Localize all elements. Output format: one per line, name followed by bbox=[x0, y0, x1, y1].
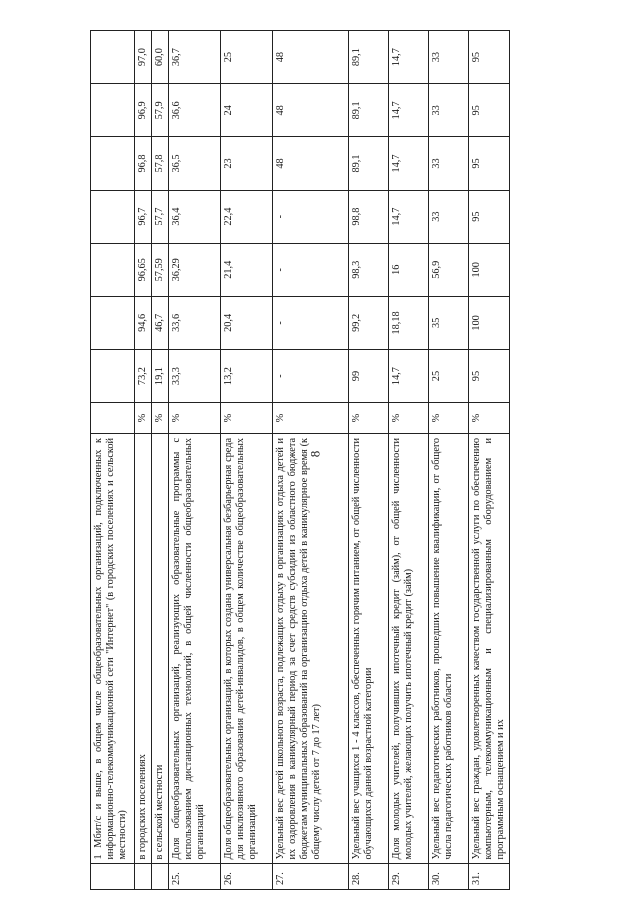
value-cell: 23 bbox=[221, 137, 273, 190]
unit-cell: % bbox=[273, 403, 349, 434]
indicators-table bbox=[90, 30, 510, 890]
unit-cell: % bbox=[221, 403, 273, 434]
value-cell: 96,8 bbox=[135, 137, 152, 190]
value-cell: 94,6 bbox=[135, 296, 152, 349]
unit-cell: % bbox=[152, 403, 169, 434]
value-cell: 33,6 bbox=[169, 296, 221, 349]
indicator-label-cell: 1 Мбит/с и выше, в общем числе общеобразовательных организаций, подключенных к информационно-телекоммуникационной сети "Интернет" (в городских поселениях и сельской местности) bbox=[91, 433, 135, 864]
value-cell: 95 bbox=[469, 190, 510, 243]
value-cell: 89,1 bbox=[349, 31, 389, 84]
value-cell: 33,3 bbox=[169, 349, 221, 402]
table-row bbox=[152, 31, 169, 890]
value-cell: 14,7 bbox=[389, 84, 429, 137]
value-cell bbox=[91, 31, 135, 84]
value-cell: 14,7 bbox=[389, 31, 429, 84]
value-cell: 14,7 bbox=[389, 137, 429, 190]
value-cell: 57,7 bbox=[152, 190, 169, 243]
page-number: 8 bbox=[307, 450, 323, 458]
value-cell: 95 bbox=[469, 137, 510, 190]
value-cell: 97,0 bbox=[135, 31, 152, 84]
unit-cell: % bbox=[135, 403, 152, 434]
indicator-label-cell: в сельской местности bbox=[152, 433, 169, 864]
table-row bbox=[349, 31, 389, 890]
indicator-label-cell: Доля общеобразовательных организаций, реализующих образовательные программы с использованием дистанционных технологий, в общей численности общеобразовательных организаций bbox=[169, 433, 221, 864]
table-row bbox=[389, 31, 429, 890]
row-number-cell bbox=[152, 864, 169, 890]
table-row bbox=[469, 31, 510, 890]
value-cell: 100 bbox=[469, 296, 510, 349]
value-cell: 16 bbox=[389, 243, 429, 296]
indicator-label-cell: Удельный вес учащихся 1 - 4 классов, обеспеченных горячим питанием, от общей численности обучающихся данной возрастной категории bbox=[349, 433, 389, 864]
value-cell: 36,6 bbox=[169, 84, 221, 137]
row-number-cell: 31. bbox=[469, 864, 510, 890]
value-cell: 98,3 bbox=[349, 243, 389, 296]
value-cell: 20,4 bbox=[221, 296, 273, 349]
indicator-label-cell: Доля общеобразовательных организаций, в которых создана универсальная безбарьерная среда для инклюзивного образования детей-инвалидов, в общем количестве общеобразовательных организаций bbox=[221, 433, 273, 864]
value-cell: 33 bbox=[429, 190, 469, 243]
value-cell: 57,8 bbox=[152, 137, 169, 190]
unit-cell: % bbox=[429, 403, 469, 434]
value-cell: 100 bbox=[469, 243, 510, 296]
value-cell: 36,29 bbox=[169, 243, 221, 296]
row-number-cell: 25. bbox=[169, 864, 221, 890]
value-cell: 57,9 bbox=[152, 84, 169, 137]
value-cell: 73,2 bbox=[135, 349, 152, 402]
row-number-cell: 29. bbox=[389, 864, 429, 890]
value-cell: 99,2 bbox=[349, 296, 389, 349]
value-cell: 35 bbox=[429, 296, 469, 349]
document-sheet bbox=[90, 30, 630, 890]
value-cell: 48 bbox=[273, 137, 349, 190]
value-cell: 21,4 bbox=[221, 243, 273, 296]
row-number-cell bbox=[135, 864, 152, 890]
row-number-cell: 30. bbox=[429, 864, 469, 890]
unit-cell: % bbox=[389, 403, 429, 434]
value-cell: 25 bbox=[221, 31, 273, 84]
value-cell: - bbox=[273, 349, 349, 402]
value-cell: 96,65 bbox=[135, 243, 152, 296]
value-cell bbox=[91, 137, 135, 190]
value-cell: 13,2 bbox=[221, 349, 273, 402]
value-cell: 96,7 bbox=[135, 190, 152, 243]
value-cell: 56,9 bbox=[429, 243, 469, 296]
value-cell: 14,7 bbox=[389, 190, 429, 243]
value-cell: 36,7 bbox=[169, 31, 221, 84]
row-number-cell: 27. bbox=[273, 864, 349, 890]
value-cell: 22,4 bbox=[221, 190, 273, 243]
value-cell: 57,59 bbox=[152, 243, 169, 296]
indicator-label-cell: Удельный вес педагогических работников, прошедших повышение квалификации, от общего числа педагогических работников области bbox=[429, 433, 469, 864]
table-row bbox=[91, 31, 135, 890]
value-cell bbox=[91, 349, 135, 402]
unit-cell: % bbox=[349, 403, 389, 434]
value-cell: 24 bbox=[221, 84, 273, 137]
value-cell: 89,1 bbox=[349, 137, 389, 190]
value-cell: 89,1 bbox=[349, 84, 389, 137]
value-cell: 95 bbox=[469, 349, 510, 402]
value-cell: - bbox=[273, 190, 349, 243]
value-cell: 33 bbox=[429, 31, 469, 84]
table-row bbox=[135, 31, 152, 890]
value-cell: 33 bbox=[429, 137, 469, 190]
value-cell: 48 bbox=[273, 31, 349, 84]
table-row bbox=[429, 31, 469, 890]
table-row bbox=[273, 31, 349, 890]
row-number-cell: 26. bbox=[221, 864, 273, 890]
value-cell: 48 bbox=[273, 84, 349, 137]
value-cell: - bbox=[273, 296, 349, 349]
value-cell: 98,8 bbox=[349, 190, 389, 243]
indicator-label-cell: в городских поселениях bbox=[135, 433, 152, 864]
value-cell: 36,4 bbox=[169, 190, 221, 243]
table-row bbox=[221, 31, 273, 890]
row-number-cell: 28. bbox=[349, 864, 389, 890]
value-cell: 36,5 bbox=[169, 137, 221, 190]
value-cell: 18,18 bbox=[389, 296, 429, 349]
table-row bbox=[169, 31, 221, 890]
row-number-cell bbox=[91, 864, 135, 890]
unit-cell: % bbox=[169, 403, 221, 434]
value-cell: 99 bbox=[349, 349, 389, 402]
value-cell bbox=[91, 84, 135, 137]
value-cell bbox=[91, 296, 135, 349]
value-cell: 14,7 bbox=[389, 349, 429, 402]
indicator-label-cell: Доля молодых учителей, получивших ипотечный кредит (займ), от общей численности молодых учителей, желающих получить ипотечный кредит (займ) bbox=[389, 433, 429, 864]
indicator-label-cell: Удельный вес граждан, удовлетворенных качеством государственной услуги по обеспечению компьютерным, телекоммуникационным и специализированным оборудованием и программным оснащением и их bbox=[469, 433, 510, 864]
value-cell: 95 bbox=[469, 84, 510, 137]
rotated-table-wrapper bbox=[90, 30, 630, 890]
unit-cell: % bbox=[469, 403, 510, 434]
indicator-label-cell: Удельный вес детей школьного возраста, подлежащих отдыху в организациях отдыха детей и их оздоровления в каникулярный период за счет средств субсидии из областного бюджета бюджетам муниципальных образований на организацию отдыха детей в каникулярное время (к общему числу детей от 7 до 17 лет) bbox=[273, 433, 349, 864]
value-cell: 95 bbox=[469, 31, 510, 84]
value-cell: 46,7 bbox=[152, 296, 169, 349]
table-body bbox=[91, 31, 510, 890]
value-cell: - bbox=[273, 243, 349, 296]
value-cell: 33 bbox=[429, 84, 469, 137]
value-cell: 25 bbox=[429, 349, 469, 402]
value-cell: 60,0 bbox=[152, 31, 169, 84]
value-cell: 96,9 bbox=[135, 84, 152, 137]
value-cell bbox=[91, 190, 135, 243]
unit-cell bbox=[91, 403, 135, 434]
value-cell bbox=[91, 243, 135, 296]
value-cell: 19,1 bbox=[152, 349, 169, 402]
